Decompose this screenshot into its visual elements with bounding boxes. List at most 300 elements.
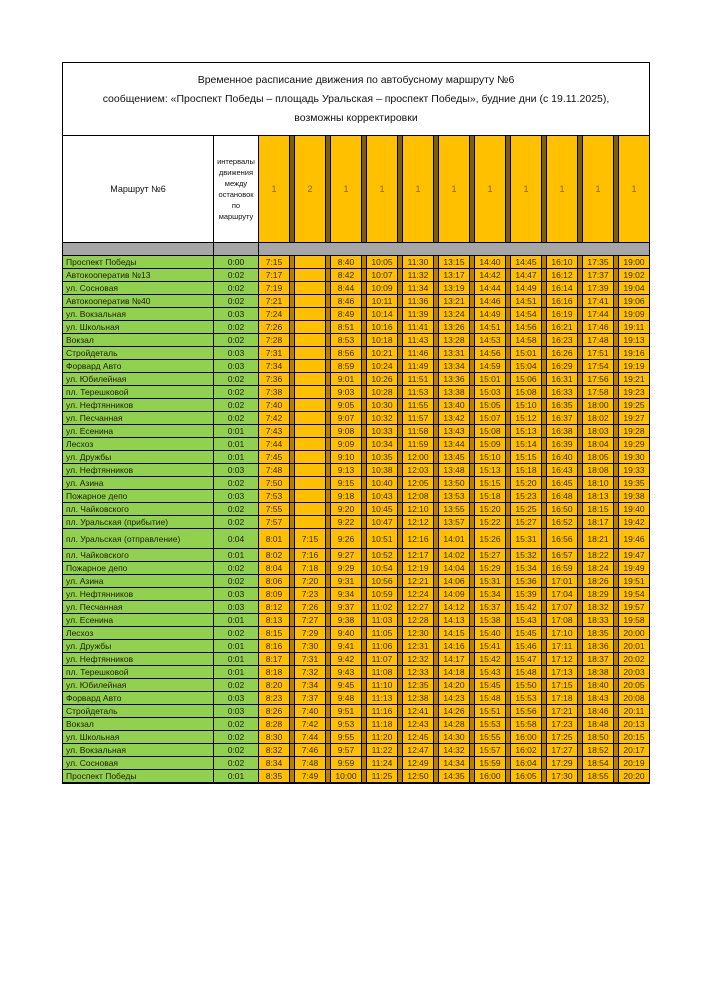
time-cell: 20:17	[619, 744, 649, 756]
time-cell: 11:57	[403, 412, 433, 424]
time-cell: 14:30	[439, 731, 469, 743]
time-cell: 20:00	[619, 627, 649, 639]
column-spacer	[362, 653, 366, 665]
column-spacer	[326, 549, 330, 561]
time-cell: 19:58	[619, 614, 649, 626]
column-spacer	[434, 588, 438, 600]
time-cell: 11:20	[367, 731, 397, 743]
time-cell: 20:13	[619, 718, 649, 730]
time-cell: 11:43	[403, 334, 433, 346]
column-spacer	[506, 666, 510, 678]
column-spacer	[398, 308, 402, 320]
time-cell: 20:08	[619, 692, 649, 704]
stop-name-cell: Автокооператив №40	[63, 295, 213, 307]
time-cell: 15:07	[475, 412, 505, 424]
time-cell: 7:49	[295, 770, 325, 782]
column-spacer	[326, 575, 330, 587]
time-cell: 12:32	[403, 653, 433, 665]
time-cell: 16:45	[547, 477, 577, 489]
time-cell: 8:34	[259, 757, 289, 769]
column-spacer	[506, 295, 510, 307]
schedule-rows	[63, 256, 649, 782]
column-spacer	[290, 588, 294, 600]
time-cell: 14:28	[439, 718, 469, 730]
stop-name-cell: ул. Дружбы	[63, 640, 213, 652]
time-cell: 15:27	[511, 516, 541, 528]
stop-name-cell: Проспект Победы	[63, 256, 213, 268]
interval-cell: 0:02	[214, 718, 258, 730]
column-spacer	[470, 256, 474, 268]
time-cell: 7:48	[295, 757, 325, 769]
column-spacer	[326, 679, 330, 691]
time-cell: 11:51	[403, 373, 433, 385]
time-cell: 8:23	[259, 692, 289, 704]
time-cell: 15:15	[475, 477, 505, 489]
time-cell: 7:27	[295, 614, 325, 626]
time-cell: 17:35	[583, 256, 613, 268]
column-spacer	[470, 692, 474, 704]
column-spacer	[578, 490, 582, 502]
time-cell: 15:32	[511, 549, 541, 561]
column-spacer	[506, 451, 510, 463]
table-row	[63, 386, 649, 398]
time-cell: 18:08	[583, 464, 613, 476]
time-cell: 7:24	[259, 308, 289, 320]
column-spacer	[506, 412, 510, 424]
time-cell: 17:01	[547, 575, 577, 587]
column-spacer	[290, 438, 294, 450]
time-cell: 9:08	[331, 425, 361, 437]
column-spacer	[542, 451, 546, 463]
time-cell: 17:58	[583, 386, 613, 398]
column-spacer	[578, 282, 582, 294]
stop-name-cell: ул. Дружбы	[63, 451, 213, 463]
column-spacer	[398, 770, 402, 782]
column-spacer	[362, 256, 366, 268]
time-cell: 17:11	[547, 640, 577, 652]
column-spacer	[362, 679, 366, 691]
time-cell: 16:38	[547, 425, 577, 437]
column-spacer	[578, 386, 582, 398]
time-cell: 7:26	[259, 321, 289, 333]
column-spacer	[542, 412, 546, 424]
bus-number-cell: 1	[331, 136, 361, 242]
stop-name-cell: ул. Песчанная	[63, 412, 213, 424]
time-cell: 8:30	[259, 731, 289, 743]
column-spacer	[326, 412, 330, 424]
time-cell: 9:18	[331, 490, 361, 502]
column-spacer	[470, 399, 474, 411]
stop-name-cell: пл. Уральская (прибытие)	[63, 516, 213, 528]
column-spacer	[434, 516, 438, 528]
table-row	[63, 653, 649, 665]
time-cell: 8:01	[259, 529, 289, 548]
time-cell: 19:09	[619, 308, 649, 320]
stop-name-cell: ул. Вокзальная	[63, 744, 213, 756]
stop-name-cell: пл. Терешковой	[63, 666, 213, 678]
time-cell: 18:03	[583, 425, 613, 437]
interval-cell: 0:01	[214, 425, 258, 437]
time-cell: 20:11	[619, 705, 649, 717]
time-cell: 7:15	[295, 529, 325, 548]
time-cell: 15:31	[475, 575, 505, 587]
stop-name-cell: ул. Азина	[63, 575, 213, 587]
column-spacer	[362, 562, 366, 574]
column-spacer	[470, 347, 474, 359]
column-spacer	[362, 308, 366, 320]
time-cell: 7:23	[295, 588, 325, 600]
column-spacer	[398, 666, 402, 678]
column-spacer	[362, 412, 366, 424]
column-spacer	[290, 744, 294, 756]
interval-cell: 0:04	[214, 529, 258, 548]
column-spacer	[542, 770, 546, 782]
column-spacer	[614, 308, 618, 320]
column-spacer	[326, 477, 330, 489]
column-spacer	[470, 627, 474, 639]
stop-name-cell: Стройдеталь	[63, 705, 213, 717]
time-cell: 15:55	[475, 731, 505, 743]
time-cell: 15:53	[511, 692, 541, 704]
column-spacer	[542, 653, 546, 665]
column-spacer	[506, 477, 510, 489]
column-spacer	[614, 640, 618, 652]
time-cell: 17:54	[583, 360, 613, 372]
column-spacer	[470, 770, 474, 782]
column-spacer	[470, 282, 474, 294]
column-spacer	[434, 282, 438, 294]
time-cell: 17:18	[547, 692, 577, 704]
time-cell: 17:08	[547, 614, 577, 626]
column-spacer	[398, 451, 402, 463]
column-spacer	[506, 692, 510, 704]
time-cell: 15:06	[511, 373, 541, 385]
column-spacer	[506, 438, 510, 450]
column-spacer	[290, 321, 294, 333]
column-spacer	[398, 360, 402, 372]
time-cell: 7:37	[295, 692, 325, 704]
time-cell: 17:41	[583, 295, 613, 307]
stop-name-cell: Вокзал	[63, 334, 213, 346]
time-cell: 13:44	[439, 438, 469, 450]
time-cell: 15:51	[475, 705, 505, 717]
column-spacer	[470, 334, 474, 346]
column-spacer	[470, 464, 474, 476]
column-spacer	[290, 360, 294, 372]
column-spacer	[434, 679, 438, 691]
time-cell: 15:04	[511, 360, 541, 372]
time-cell: 10:34	[367, 438, 397, 450]
time-cell: 7:40	[295, 705, 325, 717]
time-cell	[295, 373, 325, 385]
time-cell: 11:36	[403, 295, 433, 307]
time-cell: 17:37	[583, 269, 613, 281]
table-row	[63, 321, 649, 333]
interval-cell: 0:02	[214, 412, 258, 424]
time-cell	[295, 295, 325, 307]
column-spacer	[434, 451, 438, 463]
column-spacer	[326, 295, 330, 307]
time-cell: 16:14	[547, 282, 577, 294]
time-cell: 19:25	[619, 399, 649, 411]
time-cell: 15:08	[475, 425, 505, 437]
time-cell: 14:01	[439, 529, 469, 548]
stop-name-cell: ул. Нефтянников	[63, 653, 213, 665]
column-spacer	[470, 438, 474, 450]
time-cell: 13:55	[439, 503, 469, 515]
time-cell: 15:01	[511, 347, 541, 359]
time-cell: 11:10	[367, 679, 397, 691]
time-cell: 7:20	[295, 575, 325, 587]
column-spacer	[506, 360, 510, 372]
time-cell: 12:19	[403, 562, 433, 574]
time-cell: 12:28	[403, 614, 433, 626]
table-row	[63, 256, 649, 268]
time-cell: 17:27	[547, 744, 577, 756]
time-cell: 17:30	[547, 770, 577, 782]
time-cell: 7:42	[295, 718, 325, 730]
time-cell: 17:23	[547, 718, 577, 730]
time-cell: 16:29	[547, 360, 577, 372]
column-spacer	[362, 731, 366, 743]
column-spacer	[290, 412, 294, 424]
column-spacer	[614, 666, 618, 678]
column-spacer	[470, 640, 474, 652]
time-cell: 12:24	[403, 588, 433, 600]
time-cell: 14:42	[475, 269, 505, 281]
column-spacer	[542, 464, 546, 476]
table-row	[63, 347, 649, 359]
time-cell: 19:06	[619, 295, 649, 307]
column-spacer	[614, 386, 618, 398]
column-spacer	[326, 269, 330, 281]
column-spacer	[578, 360, 582, 372]
column-spacer	[362, 386, 366, 398]
column-spacer	[614, 653, 618, 665]
table-row	[63, 770, 649, 782]
time-cell	[295, 347, 325, 359]
time-cell: 10:43	[367, 490, 397, 502]
title-line-1: Временное расписание движения по автобусному маршруту №6	[197, 73, 515, 86]
time-cell	[295, 282, 325, 294]
column-spacer	[470, 575, 474, 587]
table-row	[63, 692, 649, 704]
column-spacer	[578, 529, 582, 548]
time-cell: 15:10	[475, 451, 505, 463]
table-row	[63, 562, 649, 574]
column-spacer	[542, 744, 546, 756]
column-spacer	[542, 360, 546, 372]
time-cell: 13:57	[439, 516, 469, 528]
time-cell: 16:59	[547, 562, 577, 574]
column-spacer	[506, 614, 510, 626]
time-cell: 15:09	[475, 438, 505, 450]
column-spacer	[362, 464, 366, 476]
column-spacer	[542, 627, 546, 639]
table-row	[63, 399, 649, 411]
time-cell: 14:12	[439, 601, 469, 613]
column-spacer	[578, 412, 582, 424]
time-cell: 18:21	[583, 529, 613, 548]
time-cell: 18:54	[583, 757, 613, 769]
column-spacer	[578, 256, 582, 268]
stop-name-cell: ул. Нефтянников	[63, 399, 213, 411]
time-cell: 11:32	[403, 269, 433, 281]
column-spacer	[578, 451, 582, 463]
column-spacer	[398, 503, 402, 515]
time-cell: 10:47	[367, 516, 397, 528]
column-spacer	[326, 425, 330, 437]
column-spacer	[326, 490, 330, 502]
time-cell: 12:16	[403, 529, 433, 548]
column-spacer	[290, 653, 294, 665]
column-spacer	[542, 321, 546, 333]
time-cell: 8:15	[259, 627, 289, 639]
time-cell: 14:09	[439, 588, 469, 600]
separator-stop-cell	[63, 243, 213, 255]
column-spacer	[542, 282, 546, 294]
column-spacer	[362, 692, 366, 704]
time-cell: 8:09	[259, 588, 289, 600]
column-spacer	[362, 588, 366, 600]
column-spacer	[506, 679, 510, 691]
column-spacer	[578, 295, 582, 307]
column-spacer	[470, 477, 474, 489]
stop-name-cell: пл. Чайковского	[63, 503, 213, 515]
column-spacer	[578, 549, 582, 561]
table-row	[63, 731, 649, 743]
column-spacer	[614, 627, 618, 639]
time-cell: 12:38	[403, 692, 433, 704]
time-cell: 7:42	[259, 412, 289, 424]
time-cell: 15:26	[475, 529, 505, 548]
column-spacer	[290, 549, 294, 561]
stop-name-cell: Пожарное депо	[63, 562, 213, 574]
column-spacer	[542, 588, 546, 600]
interval-cell: 0:01	[214, 770, 258, 782]
stop-name-cell: ул. Азина	[63, 477, 213, 489]
column-spacer	[290, 679, 294, 691]
time-cell: 9:27	[331, 549, 361, 561]
time-cell: 18:40	[583, 679, 613, 691]
time-cell: 17:39	[583, 282, 613, 294]
time-cell: 9:41	[331, 640, 361, 652]
time-cell: 18:32	[583, 601, 613, 613]
column-spacer	[578, 666, 582, 678]
time-cell: 16:02	[511, 744, 541, 756]
time-cell: 16:04	[511, 757, 541, 769]
time-cell	[295, 477, 325, 489]
column-spacer	[614, 575, 618, 587]
time-cell: 14:40	[475, 256, 505, 268]
time-cell: 15:25	[511, 503, 541, 515]
time-cell: 10:11	[367, 295, 397, 307]
column-spacer	[614, 770, 618, 782]
time-cell: 16:37	[547, 412, 577, 424]
stop-name-cell: Автокооператив №13	[63, 269, 213, 281]
column-spacer	[470, 295, 474, 307]
time-cell: 7:44	[295, 731, 325, 743]
column-spacer	[362, 744, 366, 756]
time-cell: 9:01	[331, 373, 361, 385]
column-spacer	[290, 399, 294, 411]
column-spacer	[578, 679, 582, 691]
column-spacer	[362, 321, 366, 333]
column-spacer	[542, 438, 546, 450]
column-spacer	[614, 451, 618, 463]
table-row	[63, 282, 649, 294]
time-cell: 14:51	[511, 295, 541, 307]
time-cell: 16:21	[547, 321, 577, 333]
time-cell: 12:31	[403, 640, 433, 652]
time-cell: 8:04	[259, 562, 289, 574]
table-row	[63, 490, 649, 502]
time-cell: 17:56	[583, 373, 613, 385]
column-spacer	[614, 679, 618, 691]
table-row	[63, 614, 649, 626]
column-spacer	[362, 373, 366, 385]
time-cell: 11:34	[403, 282, 433, 294]
column-spacer	[506, 386, 510, 398]
column-spacer	[326, 386, 330, 398]
column-spacer	[290, 347, 294, 359]
column-spacer	[506, 575, 510, 587]
column-spacer	[362, 627, 366, 639]
column-spacer	[290, 757, 294, 769]
time-cell: 14:47	[511, 269, 541, 281]
time-cell: 7:28	[259, 334, 289, 346]
column-spacer	[362, 718, 366, 730]
header-row	[63, 136, 649, 242]
column-spacer	[362, 490, 366, 502]
column-spacer	[398, 347, 402, 359]
time-cell: 12:05	[403, 477, 433, 489]
time-cell: 9:07	[331, 412, 361, 424]
stop-name-cell: ул. Нефтянников	[63, 464, 213, 476]
column-spacer	[614, 588, 618, 600]
time-cell: 12:50	[403, 770, 433, 782]
column-spacer	[542, 295, 546, 307]
time-cell: 7:16	[295, 549, 325, 561]
column-spacer	[470, 601, 474, 613]
interval-cell: 0:00	[214, 256, 258, 268]
interval-cell: 0:03	[214, 464, 258, 476]
column-spacer	[506, 269, 510, 281]
time-cell: 8:28	[259, 718, 289, 730]
table-row	[63, 601, 649, 613]
column-spacer	[362, 347, 366, 359]
time-cell: 15:47	[511, 653, 541, 665]
table-row	[63, 308, 649, 320]
time-cell: 9:55	[331, 731, 361, 743]
column-spacer	[578, 614, 582, 626]
time-cell: 19:00	[619, 256, 649, 268]
interval-cell: 0:02	[214, 503, 258, 515]
time-cell: 16:26	[547, 347, 577, 359]
column-spacer	[434, 601, 438, 613]
time-cell: 8:06	[259, 575, 289, 587]
column-spacer	[290, 529, 294, 548]
time-cell: 8:12	[259, 601, 289, 613]
column-spacer	[578, 334, 582, 346]
column-spacer	[470, 360, 474, 372]
time-cell: 11:24	[367, 757, 397, 769]
table-row	[63, 412, 649, 424]
time-cell: 10:09	[367, 282, 397, 294]
time-cell: 7:48	[259, 464, 289, 476]
column-spacer	[326, 757, 330, 769]
column-spacer	[398, 679, 402, 691]
